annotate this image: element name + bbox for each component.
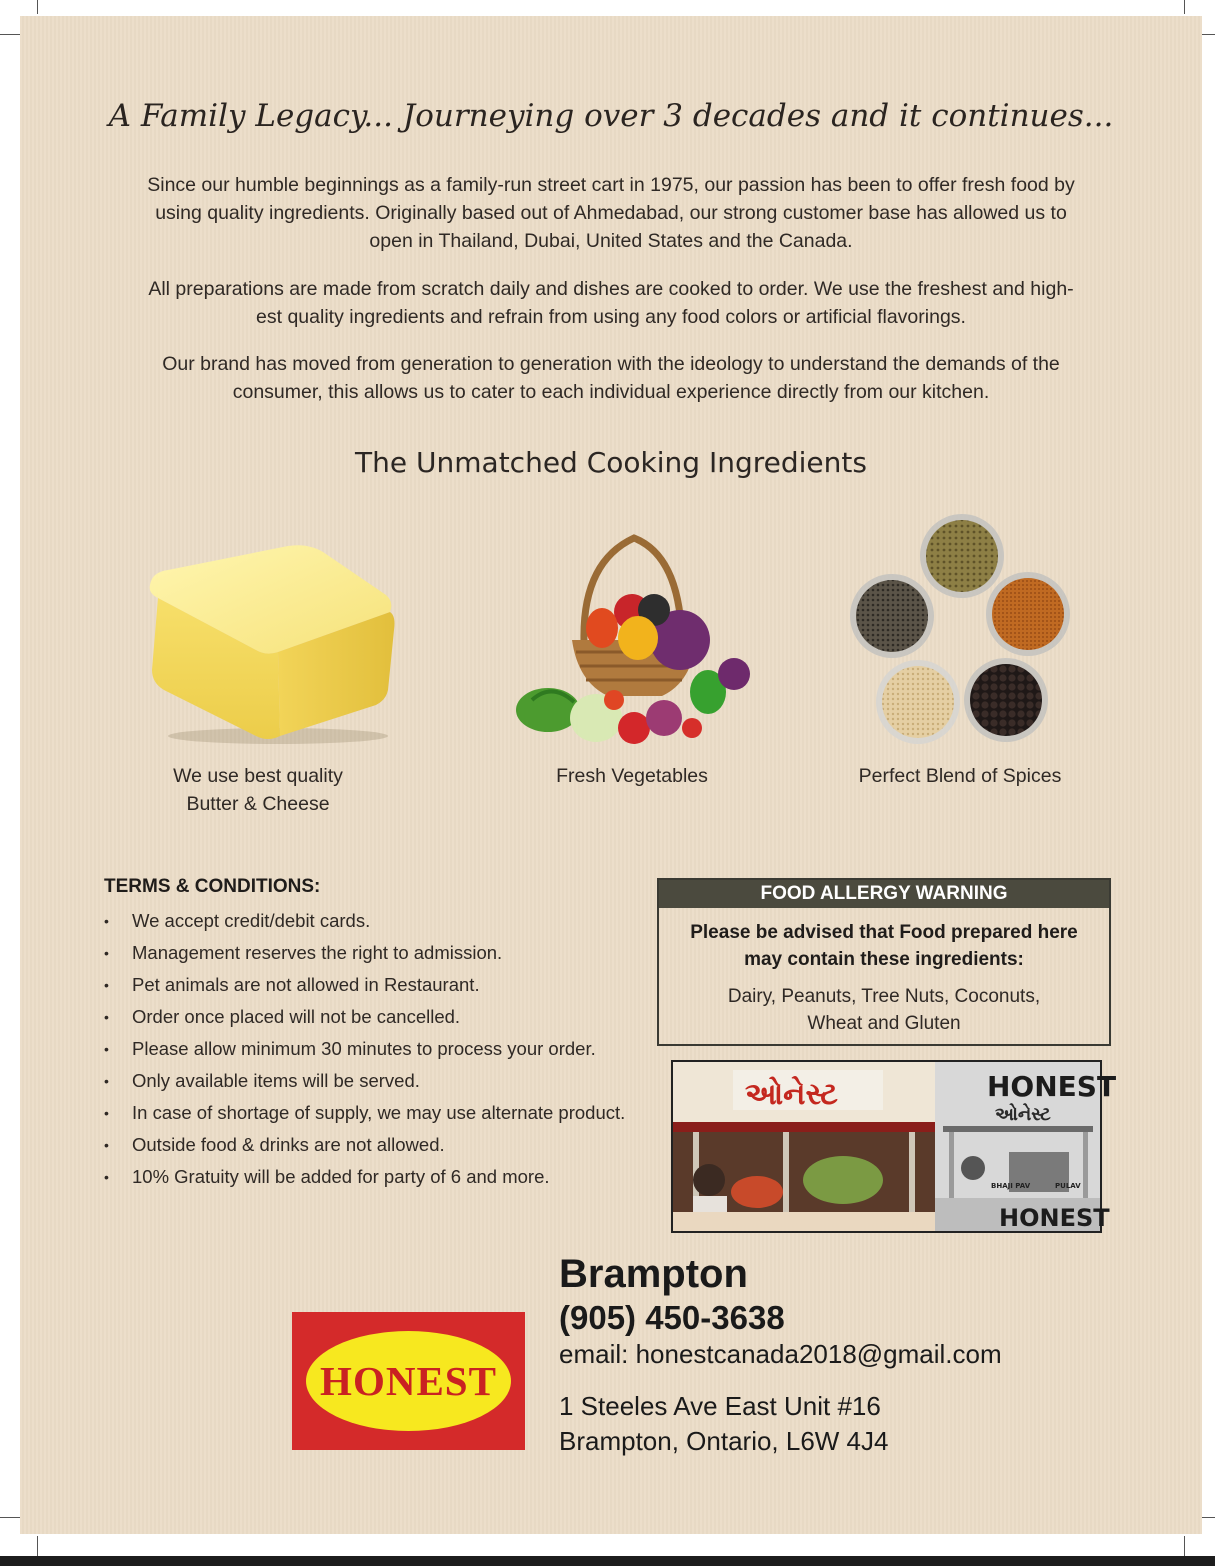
butter-caption (118, 762, 398, 818)
photo-panel-left-text: BHAJI PAV (991, 1182, 1031, 1190)
terms-item: • Only available items will be served. (104, 1066, 625, 1098)
crop-mark (0, 34, 20, 35)
photo-panel-right-text: PULAV (1055, 1182, 1081, 1190)
allergy-notice (659, 919, 1109, 973)
caption-line: Butter & Cheese (186, 793, 330, 815)
terms-item: • Please allow minimum 30 minutes to process your order. (104, 1034, 625, 1066)
cart-sign-text: ઓનેસ્ટ (745, 1077, 838, 1112)
spice-bowls-image (846, 512, 1076, 748)
terms-title: TERMS & CONDITIONS: (104, 876, 321, 897)
bottom-bar (0, 1556, 1215, 1566)
brand-paragraph (100, 350, 1122, 406)
preparation-paragraph (100, 275, 1122, 331)
terms-item: • In case of shortage of supply, we may use alternate product. (104, 1098, 625, 1130)
crop-mark (0, 1517, 20, 1518)
terms-item: • Pet animals are not allowed in Restaurant. (104, 970, 625, 1002)
brand-sign-gujarati-text: ઓનેસ્ટ (995, 1104, 1051, 1125)
headline: A Family Legacy... Journeying over 3 decades and it continues... (108, 98, 1114, 134)
crop-mark (37, 0, 38, 14)
allergy-warning-title: FOOD ALLERGY WARNING (659, 880, 1109, 908)
allergy-warning-box (657, 878, 1111, 1046)
photo-footer-sign-text: HONEST (999, 1204, 1110, 1232)
vegetables-caption (492, 762, 772, 790)
spices-caption (820, 762, 1100, 790)
logo-text: HONEST (320, 1358, 497, 1404)
caption-line: We use best quality (173, 765, 343, 787)
phone-number[interactable]: (905) 450-3638 (559, 1299, 785, 1336)
paragraph-line: consumer, this allows us to cater to each individual experience directly from our kitchen. (232, 381, 990, 403)
address-line: Brampton, Ontario, L6W 4J4 (559, 1426, 889, 1456)
historic-street-cart-photo (671, 1060, 1117, 1233)
allergen-list (659, 983, 1109, 1037)
ingredients-title: The Unmatched Cooking Ingredients (355, 446, 867, 479)
terms-item: • 10% Gratuity will be added for party of 6 and more. (104, 1162, 625, 1194)
crop-mark (1184, 1536, 1185, 1556)
vegetable-basket-image (512, 532, 756, 750)
crop-mark (1184, 0, 1185, 14)
address-line: 1 Steeles Ave East Unit #16 (559, 1391, 881, 1421)
allergen-list-line: Wheat and Gluten (807, 1013, 961, 1034)
allergy-notice-line: Please be advised that Food prepared here (690, 922, 1078, 943)
allergy-notice-line: may contain these ingredients: (744, 949, 1024, 970)
paragraph-line: Our brand has moved from generation to generation with the ideology to understand the demands of the (162, 353, 1060, 375)
terms-list (104, 906, 625, 1194)
paragraph-line: Since our humble beginnings as a family-run street cart in 1975, our passion has been to offer fresh food by (147, 174, 1075, 196)
brand-sign-text: HONEST (987, 1070, 1117, 1103)
caption-line: Fresh Vegetables (556, 765, 708, 787)
location-city: Brampton (559, 1252, 748, 1296)
crop-mark (1202, 34, 1215, 35)
paragraph-line: using quality ingredients. Originally based out of Ahmedabad, our strong customer base has allowed us to (155, 202, 1067, 224)
terms-item: • We accept credit/debit cards. (104, 906, 625, 938)
story-paragraph (100, 171, 1122, 255)
terms-item: • Management reserves the right to admission. (104, 938, 625, 970)
butter-image (138, 540, 408, 750)
allergen-list-line: Dairy, Peanuts, Tree Nuts, Coconuts, (727, 986, 1041, 1007)
email-address[interactable]: email: honestcanada2018@gmail.com (559, 1339, 1002, 1369)
paragraph-line: est quality ingredients and refrain from using any food colors or artificial flavorings. (256, 306, 966, 328)
paragraph-line: All preparations are made from scratch daily and dishes are cooked to order. We use the freshest and high- (148, 278, 1074, 300)
honest-logo (292, 1312, 525, 1450)
caption-line: Perfect Blend of Spices (858, 765, 1062, 787)
crop-mark (37, 1536, 38, 1556)
crop-mark (1202, 1517, 1215, 1518)
terms-item: • Outside food & drinks are not allowed. (104, 1130, 625, 1162)
paragraph-line: open in Thailand, Dubai, United States and the Canada. (369, 230, 853, 252)
terms-item: • Order once placed will not be cancelled. (104, 1002, 625, 1034)
